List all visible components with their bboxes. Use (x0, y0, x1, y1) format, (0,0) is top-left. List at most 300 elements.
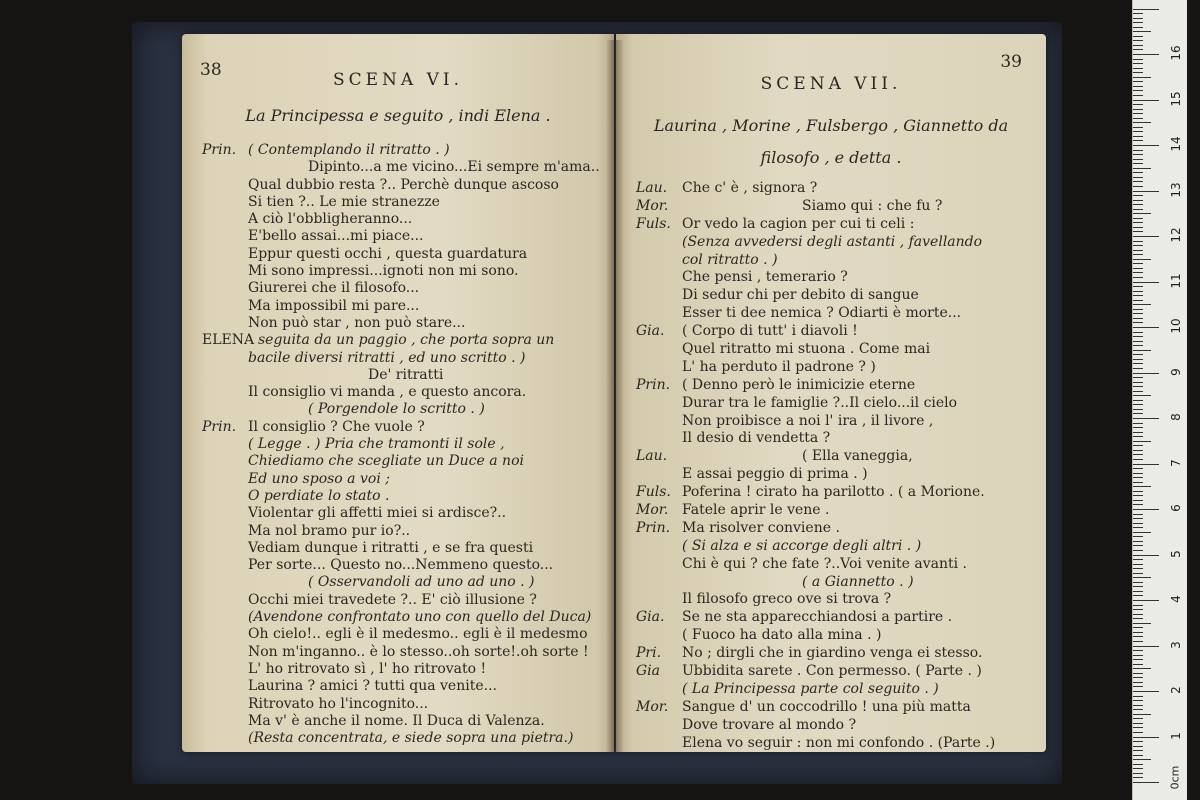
ruler-number: 15 (1169, 90, 1183, 107)
ruler-tick (1133, 59, 1143, 60)
ruler-tick (1133, 77, 1151, 78)
ruler-tick (1133, 545, 1143, 546)
verse-text: Poferina ! cirato ha parilotto . ( a Morione. (682, 484, 985, 501)
ruler-number: 13 (1169, 181, 1183, 198)
verse-line (636, 466, 1036, 484)
ruler-tick (1133, 18, 1143, 19)
verse-text: Elena vo seguir : non mi confondo . (Parte .) (682, 734, 996, 751)
ruler-tick (1133, 450, 1143, 451)
verse-text: Se ne sta apparecchiandosi a partire . (682, 609, 953, 626)
ruler-tick (1133, 122, 1151, 123)
ruler-tick (1133, 236, 1159, 237)
ruler-tick (1133, 646, 1159, 647)
ruler-tick (1133, 209, 1143, 210)
ruler-tick (1133, 464, 1159, 465)
speaker-label: Prin. (202, 142, 237, 158)
verse-text: A ciò l'obbligheranno... (248, 211, 413, 228)
verse-text: col ritratto . ) (682, 251, 778, 268)
ruler-tick (1133, 714, 1151, 715)
verse-text: De' ritratti (368, 366, 444, 383)
ruler-tick (1133, 477, 1143, 478)
ruler-tick (1133, 200, 1143, 201)
verse-text: ( Osservandoli ad uno ad uno . ) (308, 574, 535, 591)
ruler-tick (1133, 295, 1143, 296)
ruler-tick (1133, 345, 1143, 346)
ruler-tick (1133, 655, 1143, 656)
ruler-tick (1133, 154, 1143, 155)
speaker-label: Lau. (636, 448, 668, 465)
ruler-tick (1133, 600, 1159, 601)
measurement-ruler (1132, 0, 1187, 800)
verse-line (202, 367, 604, 384)
verse-text: ( Ella vaneggia, (802, 448, 913, 465)
ruler-tick (1133, 777, 1143, 778)
ruler-tick (1133, 300, 1143, 301)
verse-text: seguita da un paggio , che porta sopra un (258, 332, 555, 349)
ruler-tick (1133, 486, 1151, 487)
ruler-tick (1133, 327, 1159, 328)
ruler-tick (1133, 423, 1143, 424)
ruler-tick (1133, 750, 1143, 751)
verse-line (202, 609, 604, 626)
verse-line (202, 626, 604, 643)
ruler-tick (1133, 400, 1143, 401)
ruler-tick (1133, 746, 1143, 747)
ruler-tick (1133, 131, 1143, 132)
verse-text: Il consiglio vi manda , e questo ancora. (248, 384, 527, 401)
ruler-tick (1133, 555, 1159, 556)
left-page (182, 34, 614, 752)
ruler-tick (1133, 632, 1143, 633)
verse-text: Violentar gli affetti miei si ardisce?.. (248, 505, 507, 522)
verse-text: Fatele aprir le vene . (682, 502, 830, 519)
ruler-number: 1 (1169, 731, 1183, 740)
ruler-tick (1133, 95, 1143, 96)
verse-text: No ; dirgli che in giardino venga ei stesso. (682, 645, 983, 662)
verse-text: ( Denno però le inimicizie eterne (682, 376, 916, 393)
ruler-tick (1133, 272, 1143, 273)
ruler-number: 11 (1169, 272, 1183, 289)
speaker-label: Prin. (202, 418, 237, 435)
verse-text: Vediam dunque i ritratti , e se fra questi (248, 539, 534, 556)
ruler-number: 7 (1169, 458, 1183, 467)
ruler-number: 6 (1169, 504, 1183, 512)
ruler-tick (1133, 755, 1143, 756)
ruler-tick (1133, 263, 1143, 264)
ruler-tick (1133, 204, 1143, 205)
verse-text: Dove trovare al mondo ? (682, 716, 857, 733)
scene-title-right: SCENA VII. (760, 74, 902, 94)
ruler-tick (1133, 509, 1159, 510)
ruler-tick (1133, 659, 1143, 660)
ruler-tick (1133, 418, 1159, 419)
verse-line (202, 523, 604, 540)
verse-text: Qual dubbio resta ?.. Perchè dunque ascoso (248, 176, 559, 193)
ruler-tick (1133, 268, 1143, 269)
verse-line (636, 484, 1036, 502)
verse-line (202, 228, 604, 245)
ruler-number: 5 (1169, 549, 1183, 558)
verse-line (636, 717, 1036, 735)
verse-text: ( Corpo di tutt' i diavoli ! (682, 323, 858, 340)
ruler-tick (1133, 573, 1143, 574)
verse-text: Non può star , non può stare... (248, 314, 466, 331)
verse-line (202, 159, 604, 176)
verse-line (202, 661, 604, 678)
verse-lines-right (636, 180, 1036, 753)
ruler-tick (1133, 332, 1143, 333)
verse-text: (Avendone confrontato uno con quello del Duca) (248, 609, 592, 626)
verse-lines-left (202, 142, 604, 747)
verse-line (636, 305, 1036, 323)
ruler-tick (1133, 177, 1143, 178)
ruler-tick (1133, 536, 1143, 537)
verse-text: ( La Principessa parte col seguito . ) (682, 680, 939, 697)
verse-text: Sangue d' un coccodrillo ! una più matta (682, 698, 971, 715)
ruler-tick (1133, 72, 1143, 73)
ruler-tick (1133, 363, 1143, 364)
verse-line (202, 263, 604, 280)
verse-text: Il consiglio ? Che vuole ? (248, 418, 425, 435)
ruler-tick (1133, 291, 1143, 292)
ruler-tick (1133, 336, 1143, 337)
ruler-tick (1133, 9, 1159, 10)
ruler-tick (1133, 49, 1143, 50)
book-gutter (606, 40, 624, 752)
verse-line (636, 395, 1036, 413)
ruler-tick (1133, 222, 1143, 223)
verse-text: Ubbidita sarete . Con permesso. ( Parte . ) (682, 663, 982, 680)
ruler-tick (1133, 309, 1143, 310)
ruler-tick (1133, 391, 1143, 392)
verse-line (636, 663, 1036, 681)
verse-text: Che c' è , signora ? (682, 180, 818, 196)
ruler-tick (1133, 404, 1143, 405)
ruler-tick (1133, 591, 1143, 592)
verse-text: Di sedur chi per debito di sangue (682, 287, 919, 304)
speaker-label: ELENA (202, 332, 255, 349)
ruler-number: 14 (1169, 136, 1183, 152)
ruler-tick (1133, 382, 1143, 383)
verse-line (202, 246, 604, 263)
ruler-tick (1133, 705, 1143, 706)
ruler-tick (1133, 86, 1143, 87)
verse-line (202, 384, 604, 401)
ruler-tick (1133, 163, 1143, 164)
verse-line (202, 644, 604, 661)
verse-line (202, 419, 604, 436)
ruler-tick (1133, 150, 1143, 151)
verse-text: Ritrovato ho l'incognito... (248, 695, 429, 712)
ruler-tick (1133, 677, 1143, 678)
verse-line (202, 488, 604, 505)
ruler-tick (1133, 727, 1143, 728)
right-page (616, 34, 1046, 752)
verse-line (202, 280, 604, 297)
ruler-tick (1133, 764, 1143, 765)
verse-line (636, 556, 1036, 574)
ruler-tick (1133, 459, 1143, 460)
speaker-label: Fuls. (636, 215, 671, 232)
speaker-label: Gia. (636, 609, 665, 626)
verse-line (202, 592, 604, 609)
ruler-tick (1133, 109, 1143, 110)
ruler-tick (1133, 63, 1143, 64)
ruler-tick (1133, 318, 1143, 319)
speaker-label: Lau. (636, 180, 668, 196)
verse-line (636, 591, 1036, 609)
ruler-tick (1133, 409, 1143, 410)
ruler-tick (1133, 27, 1143, 28)
ruler-tick (1133, 36, 1143, 37)
ruler-tick (1133, 718, 1143, 719)
verse-text: (Senza avvedersi degli astanti , favellando (682, 233, 983, 250)
ruler-tick (1133, 686, 1143, 687)
speaker-label: Pri. (636, 645, 662, 662)
ruler-tick (1133, 691, 1159, 692)
verse-line (636, 198, 1036, 216)
ruler-number: 9 (1169, 367, 1183, 376)
ruler-tick (1133, 577, 1151, 578)
scene-title-left: SCENA VI. (332, 70, 463, 90)
ruler-tick (1133, 377, 1143, 378)
ruler-tick (1133, 191, 1159, 192)
ruler-tick (1133, 413, 1143, 414)
ruler-number: 2 (1169, 686, 1183, 694)
ruler-tick (1133, 759, 1151, 760)
verse-line (202, 505, 604, 522)
ruler-tick (1133, 495, 1143, 496)
verse-text: Eppur questi occhi , questa guardatura (248, 245, 528, 262)
ruler-tick (1133, 40, 1143, 41)
ruler-tick (1133, 118, 1143, 119)
speaker-label: Prin. (636, 376, 671, 393)
ruler-tick (1133, 514, 1143, 515)
ruler-tick (1133, 618, 1143, 619)
verse-text: ( a Giannetto . ) (802, 573, 914, 590)
speaker-label: Gia (636, 663, 661, 680)
ruler-tick (1133, 768, 1143, 769)
ruler-tick (1133, 773, 1143, 774)
ruler-number: 12 (1169, 227, 1183, 243)
verse-text: Mi sono impressi...ignoti non mi sono. (248, 263, 519, 280)
verse-line (202, 142, 604, 159)
ruler-tick (1133, 13, 1143, 14)
verse-line (636, 609, 1036, 627)
verse-text: Chiediamo che scegliate un Duce a noi (248, 453, 524, 470)
verse-text: Che pensi , temerario ? (682, 269, 848, 286)
ruler-tick (1133, 518, 1143, 519)
ruler-tick (1133, 709, 1143, 710)
verse-line (202, 177, 604, 194)
ruler-tick (1133, 218, 1143, 219)
page-number-right: 39 (1000, 52, 1022, 72)
verse-text: O perdiate lo stato . (248, 487, 390, 504)
ruler-tick (1133, 100, 1159, 101)
verse-line (636, 216, 1036, 234)
verse-line (636, 538, 1036, 556)
verse-text: Occhi miei travedete ?.. E' ciò illusione ? (248, 591, 537, 608)
ruler-tick (1133, 231, 1143, 232)
ruler-tick (1133, 627, 1143, 628)
verse-line (636, 269, 1036, 287)
ruler-tick (1133, 254, 1143, 255)
scene-subtitle-right-2: filosofo , e detta . (760, 148, 902, 167)
verse-line (202, 678, 604, 695)
ruler-tick (1133, 491, 1143, 492)
verse-text: Or vedo la cagion per cui ti celi : (682, 215, 915, 232)
verse-text: Oh cielo!.. egli è il medesmo.. egli è il medesmo (248, 626, 588, 643)
ruler-tick (1133, 568, 1143, 569)
verse-line (636, 520, 1036, 538)
verse-line (202, 401, 604, 418)
ruler-tick (1133, 213, 1151, 214)
ruler-tick (1133, 227, 1143, 228)
verse-line (202, 350, 604, 367)
ruler-tick (1133, 650, 1143, 651)
verse-line (636, 430, 1036, 448)
ruler-tick (1133, 282, 1159, 283)
verse-text: Non m'inganno.. è lo stesso..oh sorte!.oh sorte ! (248, 643, 589, 660)
ruler-tick (1133, 586, 1143, 587)
ruler-tick (1133, 313, 1143, 314)
verse-line (202, 730, 604, 747)
ruler-number: 16 (1169, 45, 1183, 61)
verse-text: Ma risolver conviene . (682, 519, 840, 536)
ruler-tick (1133, 700, 1143, 701)
ruler-tick (1133, 277, 1143, 278)
ruler-tick (1133, 113, 1143, 114)
verse-line (202, 211, 604, 228)
ruler-tick (1133, 432, 1143, 433)
verse-text: L' ha perduto il padrone ? ) (682, 358, 876, 375)
ruler-tick (1133, 140, 1143, 141)
ruler-tick (1133, 45, 1143, 46)
verse-text: Chi è qui ? che fate ?..Voi venite avanti . (682, 555, 967, 572)
ruler-tick (1133, 259, 1151, 260)
ruler-tick (1133, 354, 1143, 355)
ruler-tick (1133, 636, 1143, 637)
verse-text: Laurina ? amici ? tutti qua venite... (248, 678, 497, 695)
ruler-tick (1133, 641, 1143, 642)
verse-line (202, 332, 604, 349)
verse-line (636, 502, 1036, 520)
verse-line (636, 699, 1036, 717)
ruler-number: 4 (1169, 595, 1183, 603)
verse-text: Per sorte... Questo no...Nemmeno questo... (248, 557, 554, 574)
verse-text: ( Porgendole lo scritto . ) (308, 401, 485, 418)
ruler-tick (1133, 172, 1143, 173)
verse-line (636, 341, 1036, 359)
verse-text: Ma v' è anche il nome. Il Duca di Valenza. (248, 712, 545, 729)
verse-text: ( Legge . ) Pria che tramonti il sole , (248, 436, 505, 453)
verse-line (202, 574, 604, 591)
verse-line (202, 315, 604, 332)
ruler-tick (1133, 454, 1143, 455)
ruler-tick (1133, 359, 1143, 360)
ruler-tick (1133, 682, 1143, 683)
ruler-tick (1133, 473, 1143, 474)
ruler-tick (1133, 245, 1143, 246)
verse-line (636, 359, 1036, 377)
ruler-tick (1133, 22, 1143, 23)
ruler-tick (1133, 732, 1143, 733)
ruler-tick (1133, 582, 1143, 583)
verse-text: Il filosofo greco ove si trova ? (682, 591, 892, 608)
verse-line (636, 252, 1036, 270)
verse-text: Quel ritratto mi stuona . Come mai (682, 341, 931, 358)
ruler-tick (1133, 614, 1143, 615)
verse-line (202, 453, 604, 470)
ruler-tick (1133, 68, 1143, 69)
verse-text: bacile diversi ritratti , ed uno scritto . ) (248, 349, 526, 366)
ruler-tick (1133, 427, 1143, 428)
ruler-tick (1133, 527, 1143, 528)
ruler-tick (1133, 673, 1143, 674)
verse-line (202, 436, 604, 453)
speaker-label: Prin. (636, 519, 671, 536)
ruler-tick (1133, 186, 1143, 187)
verse-text: E'bello assai...mi piace... (248, 228, 424, 245)
verse-line (202, 557, 604, 574)
ruler-tick (1133, 623, 1151, 624)
ruler-tick (1133, 441, 1151, 442)
verse-line (202, 713, 604, 730)
ruler-tick (1133, 145, 1159, 146)
ruler-tick (1133, 532, 1151, 533)
ruler-tick (1133, 436, 1143, 437)
verse-text: Giurerei che il filosofo... (248, 280, 420, 297)
verse-line (636, 627, 1036, 645)
scene-subtitle-right-1: Laurina , Morine , Fulsbergo , Giannetto da (653, 116, 1009, 135)
verse-text: ( Si alza e si accorge degli altri . ) (682, 537, 922, 554)
verse-text: Durar tra le famiglie ?..Il cielo...il cielo (682, 394, 958, 411)
ruler-tick (1133, 609, 1143, 610)
ruler-number: 8 (1169, 413, 1183, 421)
verse-text: Ma nol bramo pur io?.. (248, 522, 411, 539)
ruler-tick (1133, 241, 1143, 242)
verse-line (636, 448, 1036, 466)
verse-line (636, 180, 1036, 198)
ruler-unit-label: 0cm (1168, 765, 1182, 790)
speaker-label: Mor. (636, 698, 669, 715)
ruler-tick (1133, 350, 1151, 351)
ruler-tick (1133, 81, 1143, 82)
ruler-tick (1133, 605, 1143, 606)
ruler-tick (1133, 195, 1143, 196)
ruler-tick (1133, 782, 1159, 783)
verse-text: L' ho ritrovato sì , l' ho ritrovato ! (248, 660, 487, 677)
verse-text: E assai peggio di prima . ) (682, 466, 868, 483)
ruler-tick (1133, 668, 1151, 669)
verse-line (202, 298, 604, 315)
ruler-tick (1133, 136, 1143, 137)
verse-line (202, 696, 604, 713)
verse-text: (Resta concentrata, e siede sopra una pietra.) (248, 730, 574, 747)
ruler-tick (1133, 304, 1151, 305)
ruler-tick (1133, 696, 1143, 697)
ruler-tick (1133, 286, 1143, 287)
ruler-tick (1133, 31, 1151, 32)
ruler-tick (1133, 504, 1143, 505)
ruler-tick (1133, 127, 1143, 128)
verse-text: Ed uno sposo a voi ; (248, 470, 390, 487)
ruler-tick (1133, 386, 1143, 387)
speaker-label: Gia. (636, 323, 665, 340)
ruler-tick (1133, 54, 1159, 55)
verse-text: Siamo qui : che fu ? (802, 197, 943, 214)
verse-text: Il desio di vendetta ? (682, 430, 831, 447)
